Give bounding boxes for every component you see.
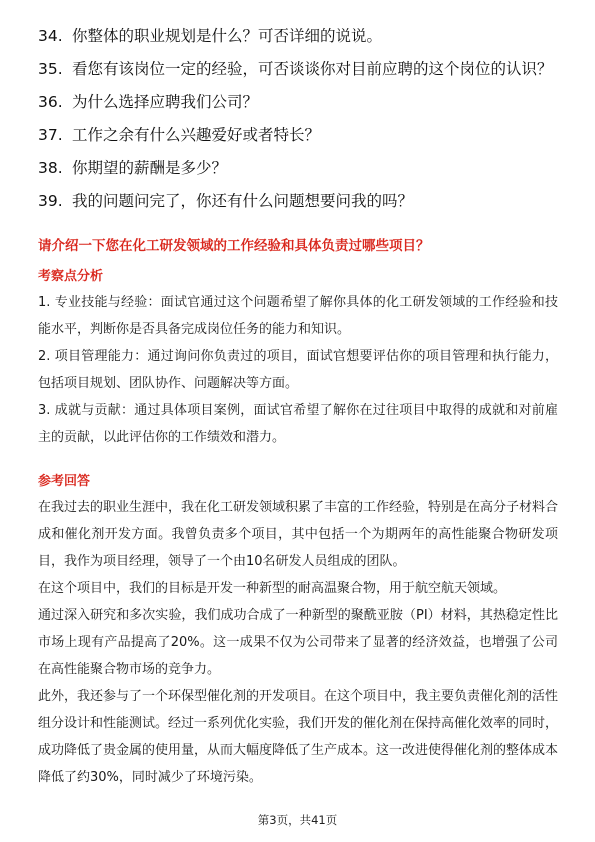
featured-question: 请介绍一下您在化工研发领域的工作经验和具体负责过哪些项目？	[38, 238, 430, 254]
analysis-list	[38, 289, 558, 451]
question-text: 看您有该岗位一定的经验，可否谈谈你对目前应聘的这个岗位的认识？	[72, 60, 553, 78]
answer-body	[38, 494, 558, 791]
question-item	[38, 189, 558, 213]
answer-paragraph: 在这个项目中，我们的目标是开发一种新型的耐高温聚合物，用于航空航天领域。	[38, 581, 507, 596]
answer-paragraph: 在我过去的职业生涯中，我在化工研发领域积累了丰富的工作经验，特别是在高分子材料合成和催化剂开发方面。我曾负责多个项目，其中包括一个为期两年的高性能聚合物研发项目，我作为项目经理，领导了一个由10名研发人员组成的团队。	[38, 500, 559, 569]
question-item	[38, 24, 558, 48]
answer-paragraph: 此外，我还参与了一个环保型催化剂的开发项目。在这个项目中，我主要负责催化剂的活性组分设计和性能测试。经过一系列优化实验，我们开发的催化剂在保持高催化效率的同时，成功降低了贵金属的使用量，从而大幅度降低了生产成本。这一改进使得催化剂的整体成本降低了约30%，同时减少了环境污染。	[38, 689, 559, 785]
question-number: 36.	[38, 93, 63, 111]
question-item	[38, 123, 558, 147]
question-item	[38, 90, 558, 114]
question-number: 35.	[38, 60, 63, 78]
question-list	[38, 24, 558, 222]
question-text: 你期望的薪酬是多少？	[72, 159, 228, 177]
question-item	[38, 57, 558, 81]
analysis-heading: 考察点分析	[38, 269, 104, 284]
answer-heading: 参考回答	[38, 474, 91, 489]
question-text: 为什么选择应聘我们公司？	[72, 93, 259, 111]
question-text: 我的问题问完了，你还有什么问题想要问我的吗？	[72, 192, 414, 210]
analysis-item: 1. 专业技能与经验：面试官通过这个问题希望了解你具体的化工研发领域的工作经验和技能水平，判断你是否具备完成岗位任务的能力和知识。	[38, 295, 558, 337]
question-number: 38.	[38, 159, 63, 177]
question-text: 工作之余有什么兴趣爱好或者特长？	[72, 126, 321, 144]
question-item	[38, 156, 558, 180]
question-number: 37.	[38, 126, 63, 144]
analysis-item: 3. 成就与贡献：通过具体项目案例，面试官希望了解你在过往项目中取得的成就和对前雇主的贡献，以此评估你的工作绩效和潜力。	[38, 403, 558, 445]
question-number: 39.	[38, 192, 63, 210]
answer-paragraph: 通过深入研究和多次实验，我们成功合成了一种新型的聚酰亚胺（PI）材料，其热稳定性比市场上现有产品提高了20%。这一成果不仅为公司带来了显著的经济效益，也增强了公司在高性能聚合物市场的竞争力。	[38, 608, 558, 677]
question-number: 34.	[38, 27, 63, 45]
page-footer: 第3页，共41页	[257, 813, 338, 827]
question-text: 你整体的职业规划是什么？可否详细的说说。	[72, 27, 383, 45]
analysis-item: 2. 项目管理能力：通过询问你负责过的项目，面试官想要评估你的项目管理和执行能力，包括项目规划、团队协作、问题解决等方面。	[38, 349, 558, 391]
